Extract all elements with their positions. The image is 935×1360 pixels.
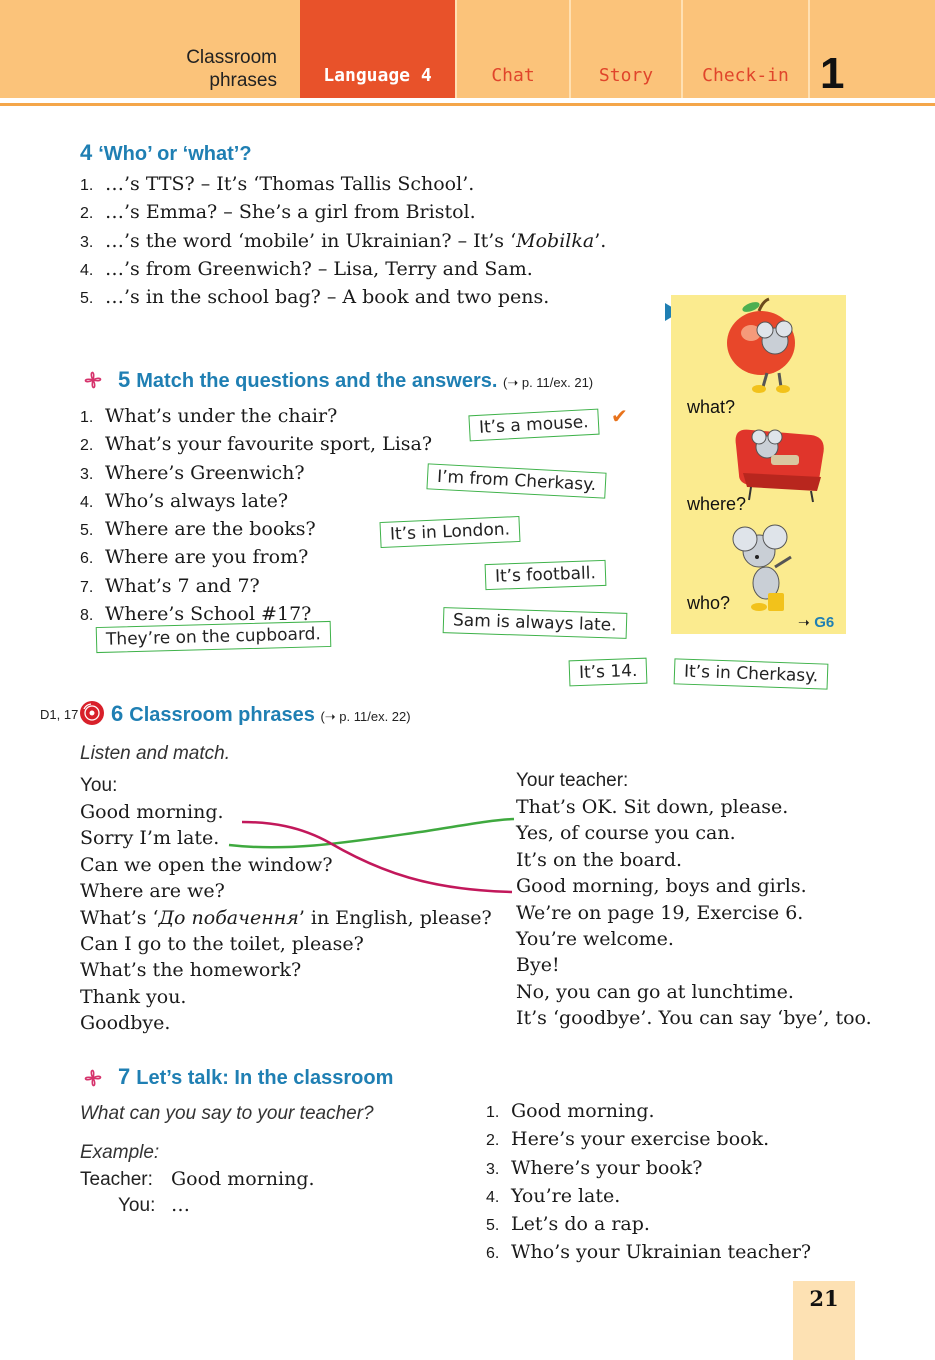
side-label-what: what? <box>687 397 736 417</box>
ex6-ref: (➝ p. 11/ex. 22) <box>320 709 411 724</box>
phrase-item[interactable]: We’re on page 19, Exercise 6. <box>516 901 804 924</box>
check-mark: ✔ <box>611 404 628 428</box>
ex4-number: 4 <box>80 140 93 165</box>
list-item: 7. What’s 7 and 7? <box>80 574 260 597</box>
phrase-item[interactable]: Can I go to the toilet, please? <box>80 933 364 956</box>
list-item: 3. …’s the word ‘mobile’ in Ukrainian? – It’s ‘Mobilka’. <box>80 229 607 252</box>
match-line-magenta <box>242 822 512 892</box>
answer-box[interactable]: It’s football. <box>485 560 607 590</box>
page-number: 21 <box>809 1286 839 1311</box>
phrase-item[interactable]: Sorry I’m late. <box>80 827 220 850</box>
example-you-label: You: <box>118 1195 156 1216</box>
audio-track-label: D1, 17 <box>40 707 79 722</box>
you-label: You: <box>80 775 118 796</box>
list-item: 5. …’s in the school bag? – A book and two pens. <box>80 286 550 309</box>
phrase-item[interactable]: What’s ‘До побачення’ in English, please? <box>80 906 492 929</box>
ex7-title-text: Let’s talk: In the classroom <box>136 1067 394 1089</box>
list-item: 5. Where are the books? <box>80 518 316 541</box>
list-item: 6. Where are you from? <box>80 546 309 569</box>
phrase-item[interactable]: Good morning, boys and girls. <box>516 875 807 898</box>
ex7-list <box>486 1098 811 1268</box>
tab-language-label: Language 4 <box>323 65 432 86</box>
list-item: 1. …’s TTS? – It’s ‘Thomas Tallis School’. <box>80 173 475 195</box>
list-item: 5. Let’s do a rap. <box>486 1213 650 1236</box>
list-item: 2. Here’s your exercise book. <box>486 1128 770 1151</box>
ex6-number: 6 <box>111 701 124 726</box>
italic-word: До побачення <box>158 906 299 929</box>
list-item: 4. …’s from Greenwich? – Lisa, Terry and Sam. <box>80 257 533 280</box>
italic-word: Mobilka <box>516 229 595 252</box>
list-item: 8. Where’s School #17? <box>80 603 312 626</box>
unit-number: 1 <box>820 49 845 98</box>
list-item: 3. Where’s your book? <box>486 1156 703 1179</box>
phrase-item[interactable]: Can we open the window? <box>80 853 333 876</box>
phrase-item[interactable]: Yes, of course you can. <box>516 822 736 845</box>
list-item: 2. What’s your favourite sport, Lisa? <box>80 433 433 456</box>
phrase-item[interactable]: It’s on the board. <box>516 848 683 871</box>
example-label: Example: <box>80 1142 160 1163</box>
phrase-item[interactable]: Goodbye. <box>80 1012 171 1035</box>
phrase-item[interactable]: You’re welcome. <box>516 928 674 951</box>
example-teacher-label: Teacher: <box>80 1169 153 1190</box>
answer-box[interactable]: It’s 14. <box>569 658 648 687</box>
arrow-icon: ➝ <box>798 615 810 631</box>
phrase-item[interactable]: That’s OK. Sit down, please. <box>516 796 789 818</box>
ex7-number: 7 <box>118 1064 131 1089</box>
phrase-item[interactable]: What’s the homework? <box>80 959 302 982</box>
tab-chat-label: Chat <box>491 65 535 86</box>
list-item: 2. …’s Emma? – She’s a girl from Bristol. <box>80 201 476 224</box>
header-section-title-line1: Classroom <box>186 47 277 68</box>
list-item: 3. Where’s Greenwich? <box>80 461 305 484</box>
grammar-ref-label: G6 <box>814 614 835 631</box>
answer-box[interactable]: I’m from Cherkasy. <box>426 463 606 498</box>
answer-box[interactable]: It’s a mouse. <box>468 409 599 442</box>
ex5-ref: (➝ p. 11/ex. 21) <box>503 375 594 390</box>
ex5-number: 5 <box>118 367 131 392</box>
list-item: 1. Good morning. <box>486 1100 655 1122</box>
phrase-item[interactable]: Where are we? <box>80 880 225 903</box>
answer-box[interactable]: It’s in Cherkasy. <box>674 658 829 689</box>
side-label-who: who? <box>687 593 731 613</box>
ex4-title-text: ‘Who’ or ‘what’? <box>98 143 252 165</box>
example-teacher-text: Good morning. <box>171 1168 315 1190</box>
phrase-item[interactable]: Thank you. <box>80 985 187 1008</box>
phrase-item[interactable]: No, you can go at lunchtime. <box>516 980 794 1003</box>
answer-box[interactable]: They’re on the cupboard. <box>96 621 331 653</box>
teacher-label: Your teacher: <box>516 770 629 791</box>
phrase-item[interactable]: Bye! <box>516 954 560 977</box>
tab-story-label: Story <box>598 65 654 86</box>
header-section-title-line2: phrases <box>209 70 277 91</box>
list-item: 1. What’s under the chair? <box>80 405 338 427</box>
tab-check-in-label: Check-in <box>702 65 789 86</box>
ex6-title-text: Classroom phrases <box>129 704 315 726</box>
example-you-text: … <box>171 1194 190 1216</box>
ex7-title <box>118 1064 393 1090</box>
ex5-title-text: Match the questions and the answers. <box>136 370 498 392</box>
side-label-where: where? <box>687 494 747 514</box>
ex6-instruction: Listen and match. <box>80 743 230 764</box>
pair-work-icon <box>80 1065 106 1091</box>
list-item: 4. You’re late. <box>486 1184 621 1207</box>
phrase-item[interactable]: It’s ‘goodbye’. You can say ‘bye’, too. <box>516 1007 872 1030</box>
list-item: 4. Who’s always late? <box>80 489 289 512</box>
ex7-instruction: What can you say to your teacher? <box>80 1103 374 1124</box>
list-item: 6. Who’s your Ukrainian teacher? <box>486 1241 812 1264</box>
answer-box[interactable]: It’s in London. <box>379 516 520 548</box>
phrase-item[interactable]: Good morning. <box>80 801 224 823</box>
answer-box[interactable]: Sam is always late. <box>443 607 627 639</box>
